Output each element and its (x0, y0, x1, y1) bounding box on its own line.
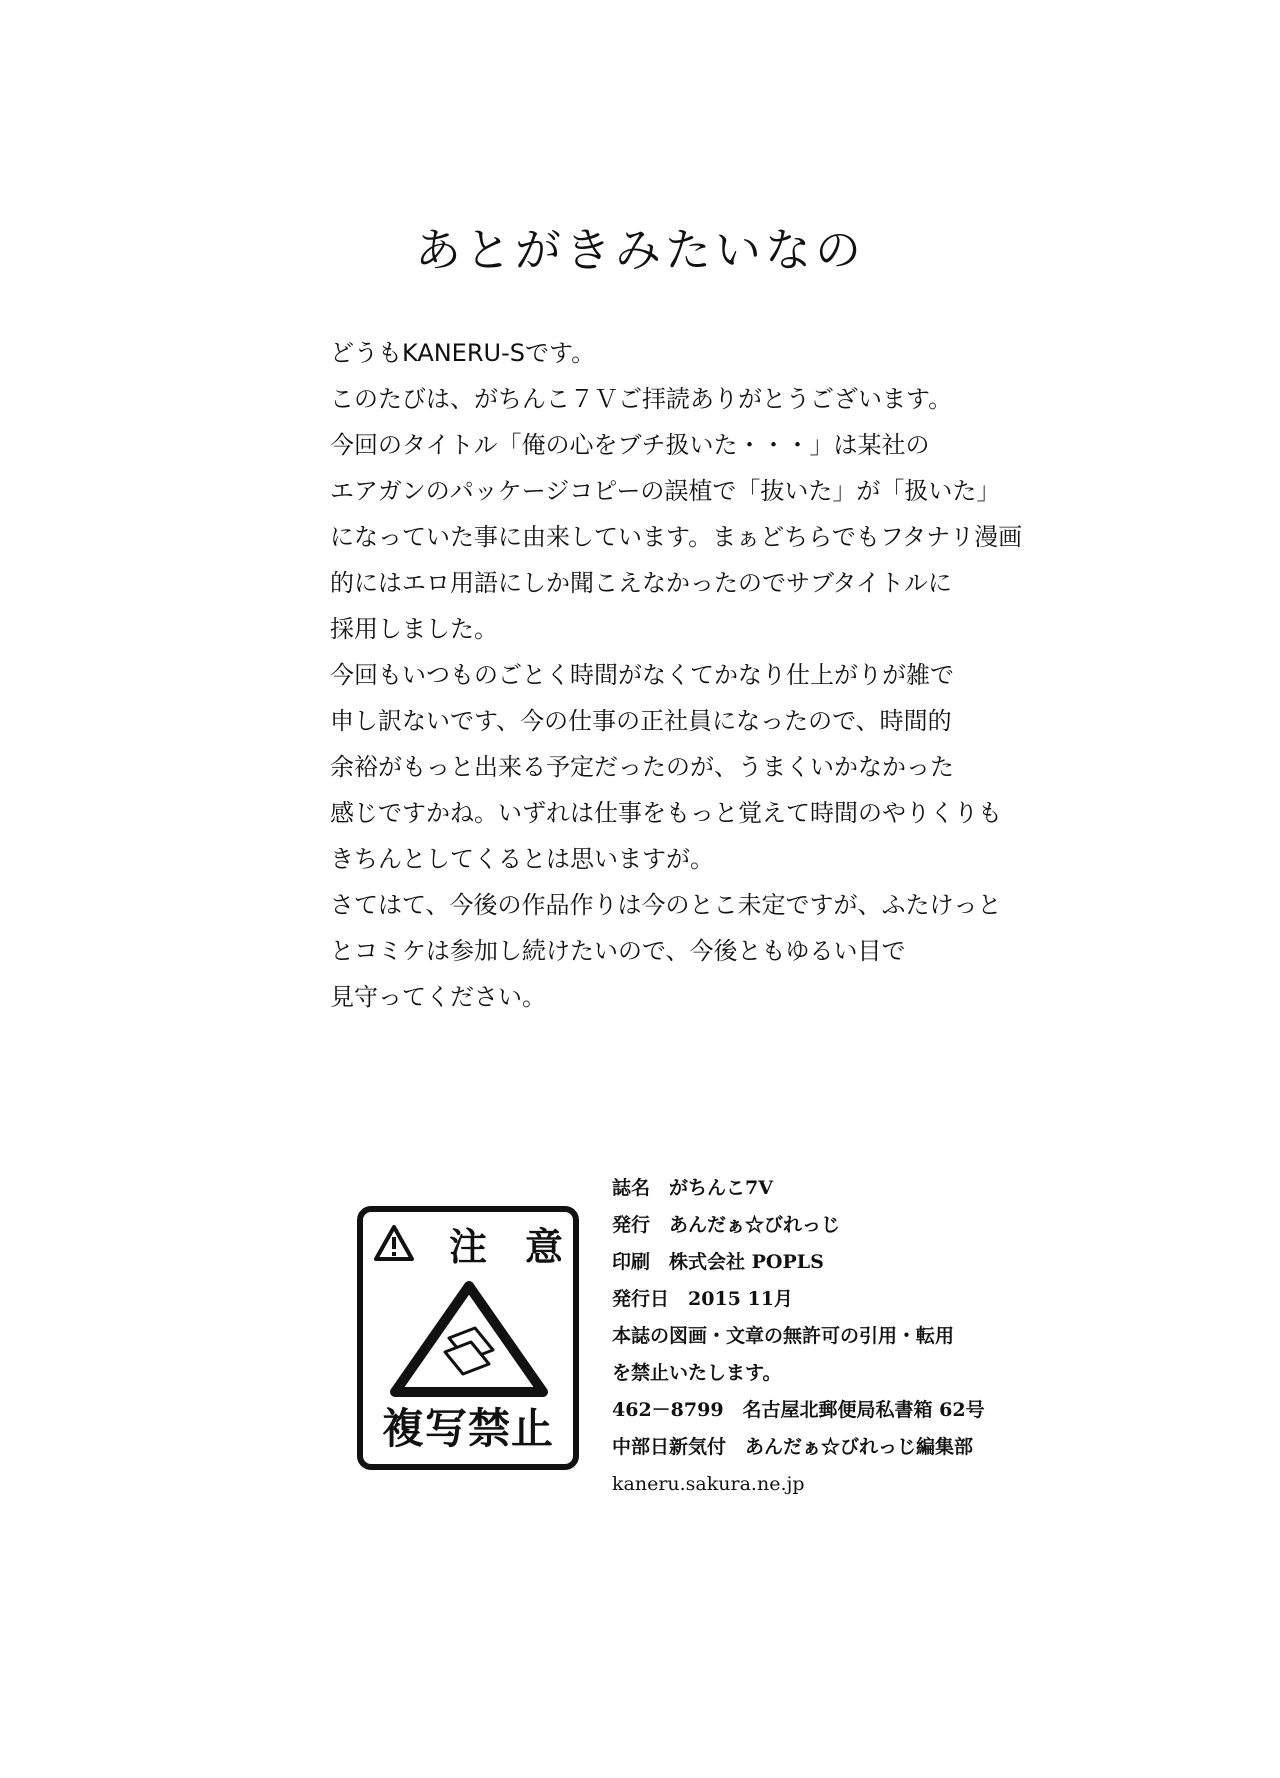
website-url: kaneru.sakura.ne.jp (612, 1473, 805, 1495)
exclamation-triangle-icon (373, 1224, 415, 1262)
body-line: 今回もいつものごとく時間がなくてかなり仕上がりが雑で (330, 661, 954, 689)
colophon-line: 462－8799 名古屋北郵便局私書箱 62号 (612, 1399, 985, 1421)
colophon-line: 誌名 がちんこ7V (612, 1177, 773, 1199)
body-line: 感じですかね。いずれは仕事をもっと覚えて時間のやりくりも (330, 799, 1002, 827)
afterword-body (330, 330, 1070, 1020)
body-line: 採用しました。 (330, 615, 498, 643)
colophon-line: 印刷 株式会社 POPLS (612, 1251, 824, 1273)
warning-header-text: 注 意 (448, 1223, 563, 1269)
warning-footer-text: 複写禁止 (381, 1404, 554, 1453)
copy-paper-icon (389, 1280, 549, 1398)
body-line: 今回のタイトル「俺の心をブチ扱いた・・・」は某社の (330, 431, 930, 459)
warning-header (373, 1218, 563, 1268)
colophon (612, 1170, 1032, 1503)
body-line: きちんとしてくるとは思いますが。 (330, 845, 714, 873)
page-title: あとがきみたいなの (415, 223, 865, 277)
colophon-line: 本誌の図画・文章の無許可の引用・転用 (612, 1325, 955, 1347)
body-line: 的にはエロ用語にしか聞こえなかったのでサブタイトルに (330, 569, 952, 597)
body-line: このたびは、がちんこ７Ｖご拝読ありがとうございます。 (330, 385, 953, 413)
colophon-line: を禁止いたします。 (612, 1362, 782, 1384)
colophon-line: 中部日新気付 あんだぁ☆びれっじ編集部 (612, 1436, 974, 1458)
body-line: になっていた事に由来しています。まぁどちらでもフタナリ漫画 (330, 523, 1023, 551)
colophon-line: 発行日 2015 11月 (612, 1288, 793, 1310)
body-line: 申し訳ないです、今の仕事の正社員になったので、時間的 (330, 707, 952, 735)
no-copy-warning-box (357, 1206, 579, 1470)
body-line: 見守ってください。 (330, 983, 546, 1011)
colophon-line: 発行 あんだぁ☆びれっじ (612, 1214, 841, 1236)
body-line: 余裕がもっと出来る予定だったのが、うまくいかなかった (330, 753, 954, 781)
body-line: とコミケは参加し続けたいので、今後ともゆるい目で (330, 937, 906, 965)
body-line: エアガンのパッケージコピーの誤植で「抜いた」が「扱いた」 (330, 477, 1001, 505)
body-line: どうもKANERU-Sです。 (330, 339, 596, 367)
body-line: さてはて、今後の作品作りは今のとこ未定ですが、ふたけっと (330, 891, 1002, 919)
